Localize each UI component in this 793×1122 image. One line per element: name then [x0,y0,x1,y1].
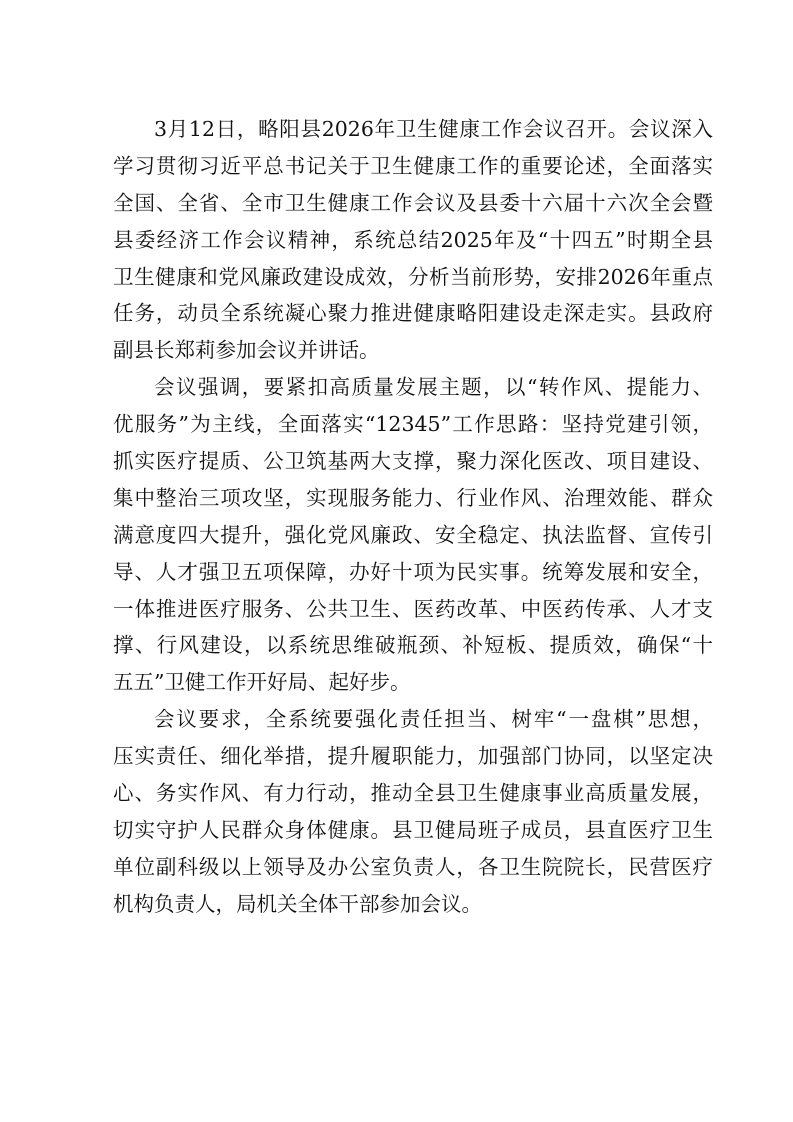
text-line: 3月12日，略阳县2026年卫生健康工作会议召开。会议深入 [154,117,713,141]
text-line: 会议强调，要紧扣高质量发展主题，以“转作风、提能力、 [154,375,713,400]
text-line: 卫生健康和党风廉政建设成效，分析当前形势，安排2026年重点 [113,264,713,289]
text-line: 副县长郑莉参加会议并讲话。 [113,338,380,363]
text-line: 导、人才强卫五项保障，办好十项为民实事。统筹发展和安全， [113,559,713,584]
paragraph-2 [113,375,713,694]
text-line: 切实守护人民群众身体健康。县卫健局班子成员，县直医疗卫生 [113,817,713,842]
text-line: 五五”卫健工作开好局、起好步。 [113,670,411,695]
text-line: 满意度四大提升，强化党风廉政、安全稳定、执法监督、宣传引 [113,522,713,547]
text-line: 抓实医疗提质、公卫筑基两大支撑，聚力深化医改、项目建设、 [113,449,713,474]
document-body [113,117,713,929]
text-line: 心、务实作风、有力行动，推动全县卫生健康事业高质量发展， [113,781,713,806]
text-line: 一体推进医疗服务、公共卫生、医药改革、中医药传承、人才支 [113,596,713,621]
text-line: 县委经济工作会议精神，系统总结2025年及“十四五”时期全县 [113,227,713,252]
text-line: 学习贯彻习近平总书记关于卫生健康工作的重要论述，全面落实 [113,153,713,178]
text-line: 全国、全省、全市卫生健康工作会议及县委十六届十六次全会暨 [113,190,713,215]
paragraph-1 [113,117,713,362]
text-line: 任务，动员全系统凝心聚力推进健康略阳建设走深走实。县政府 [113,301,713,326]
paragraph-3 [113,707,713,915]
text-line: 机构负责人，局机关全体干部参加会议。 [113,891,482,916]
text-line: 撑、行风建设，以系统思维破瓶颈、补短板、提质效，确保“十 [113,633,713,658]
text-line: 优服务”为主线，全面落实“12345”工作思路：坚持党建引领， [113,412,713,437]
text-line: 单位副科级以上领导及办公室负责人，各卫生院院长，民营医疗 [113,854,713,879]
text-line: 集中整治三项攻坚，实现服务能力、行业作风、治理效能、群众 [113,485,713,510]
text-line: 压实责任、细化举措，提升履职能力，加强部门协同，以坚定决 [113,744,713,769]
text-line: 会议要求，全系统要强化责任担当、树牢“一盘棋”思想， [154,707,713,732]
